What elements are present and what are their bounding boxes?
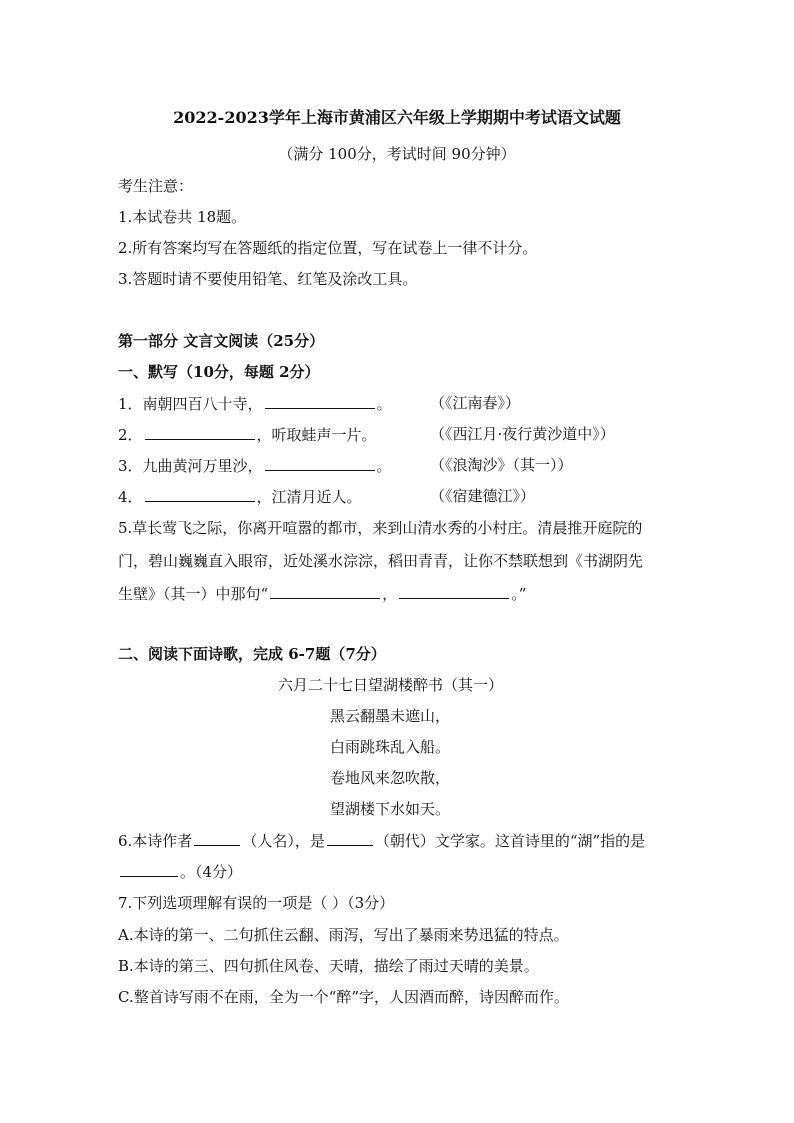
question-6-b: （人名），是 [242,832,325,850]
question-6-c: （朝代）文学家。这首诗里的“湖”指的是 [374,832,646,850]
question-1-source: （《江南春》） [430,394,521,412]
poem-title: 六月二十七日望湖楼醉书（其一） [278,676,504,694]
answer-blank[interactable] [270,583,380,599]
question-6-d: 。（4分） [180,863,243,881]
answer-blank[interactable] [265,393,375,409]
section2-heading: 二、阅读下面诗歌，完成 6-7题（7分） [118,645,386,663]
notice-heading: 考生注意： [118,177,194,195]
notice-item: 2.所有答案均写在答题纸的指定位置，写在试卷上一律不计分。 [118,239,538,257]
question-5-line: 5.草长莺飞之际，你离开喧嚣的都市，来到山清水秀的小村庄。清晨推开庭院的 [118,519,643,537]
question-5-post: 。” [511,585,527,603]
question-3-post: 。 [376,457,392,475]
option-a: A.本诗的第一、二句抓住云翻、雨泻，写出了暴雨来势迅猛的特点。 [118,926,569,944]
question-7-stem: 7.下列选项理解有误的一项是（ ）（3分） [118,894,395,912]
answer-blank[interactable] [399,583,509,599]
answer-blank[interactable] [120,861,178,877]
answer-blank[interactable] [265,455,375,471]
answer-blank[interactable] [145,486,255,502]
exam-subtitle: （满分 100分，考试时间 90分钟） [278,145,516,163]
question-5-pre: 生壁》（其一）中那句“ [118,585,269,603]
question-4-source: （《宿建德江》） [430,487,536,505]
exam-title: 2022-2023学年上海市黄浦区六年级上学期期中考试语文试题 [173,108,621,127]
question-5-mid: ， [382,585,398,603]
option-b: B.本诗的第三、四句抓住风卷、天晴，描绘了雨过天晴的美景。 [118,957,539,975]
question-6-cont [118,861,242,882]
question-1-post: 。 [376,395,392,413]
question-2-post: ，听取蛙声一片。 [256,426,377,444]
section1-heading: 一、默写（10分，每题 2分） [118,363,320,381]
poem-line: 黑云翻墨未遮山， [330,707,451,725]
question-3 [118,455,392,476]
question-2-pre: 2． [118,426,143,444]
question-3-source: （《浪淘沙》（其一）） [430,456,573,474]
poem-line: 白雨跳珠乱入船。 [330,738,451,756]
question-5-line [118,583,526,604]
answer-blank[interactable] [145,424,255,440]
poem-line: 望湖楼下水如天。 [330,800,451,818]
question-2-source: （《西江月·夜行黄沙道中》） [430,425,615,443]
question-5-line: 门，碧山巍巍直入眼帘，近处溪水淙淙，稻田青青，让你不禁联想到《书湖阴先 [118,552,644,570]
question-4-pre: 4． [118,488,143,506]
poem-line: 卷地风来忽吹散， [330,769,451,787]
question-3-pre: 3．九曲黄河万里沙， [118,457,263,475]
question-4-post: ，江清月近人。 [256,488,362,506]
question-2 [118,424,377,445]
notice-item: 3.答题时请不要使用铅笔、红笔及涂改工具。 [118,270,418,288]
answer-blank[interactable] [327,830,373,846]
question-1-pre: 1．南朝四百八十寺， [118,395,263,413]
question-6-a: 6.本诗作者 [118,832,193,850]
part1-heading: 第一部分 文言文阅读（25分） [118,332,325,350]
answer-blank[interactable] [194,830,240,846]
question-6 [118,830,645,851]
question-1 [118,393,392,414]
notice-item: 1.本试卷共 18题。 [118,208,247,226]
option-c: C.整首诗写雨不在雨，全为一个“醉”字，人因酒而醉，诗因醉而作。 [118,988,570,1006]
question-4 [118,486,362,507]
